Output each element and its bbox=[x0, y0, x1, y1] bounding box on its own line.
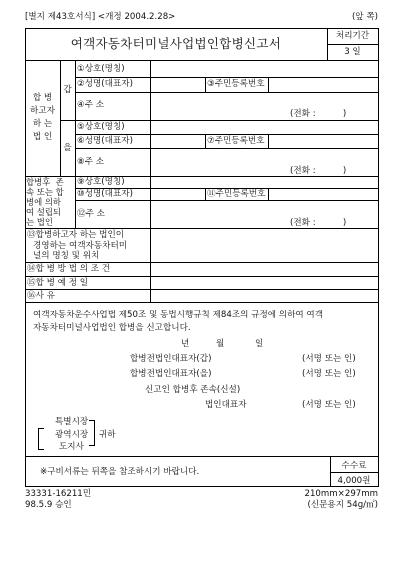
label-line: 하 는 bbox=[32, 119, 53, 129]
party-tag: 을 bbox=[63, 142, 72, 153]
reason-label: ⑯사 유 bbox=[27, 291, 55, 301]
rule bbox=[205, 188, 206, 200]
eul-address-label: ⑧주 소 bbox=[77, 157, 105, 167]
eul-name-label: ⑤상호(명칭) bbox=[77, 122, 125, 132]
right-bracket bbox=[89, 420, 95, 446]
rule bbox=[75, 60, 76, 228]
label-line: 여 설립되 bbox=[26, 207, 62, 217]
gap-rep-label: ②성명(대표자) bbox=[77, 79, 133, 89]
sign-mark: (서명 또는 인) bbox=[302, 369, 356, 379]
rule bbox=[268, 77, 269, 92]
surviving-name-label: ⑨상호(명칭) bbox=[77, 177, 125, 187]
surviving-id-label: ⑪주민등록번호 bbox=[207, 189, 266, 199]
addressee-title: 도지사 bbox=[59, 442, 84, 452]
eul-rep-label: ⑥성명(대표자) bbox=[77, 136, 133, 146]
processing-period-value: 3 일 bbox=[344, 47, 361, 57]
sign-mark: (서명 또는 인) bbox=[302, 400, 356, 410]
party-tag: 갑 bbox=[63, 84, 72, 95]
rule bbox=[205, 134, 206, 148]
label-line: 병에 의하 bbox=[26, 197, 62, 207]
applicant-label: 신고인 합병후 존속(신설) bbox=[145, 385, 241, 395]
rule bbox=[75, 77, 378, 78]
label-line: 합병후 존 bbox=[26, 177, 64, 187]
rule bbox=[25, 276, 378, 277]
rule bbox=[268, 188, 269, 200]
form-number: [별지 제43호서식] <개정 2004.2.28> bbox=[25, 12, 176, 22]
signer-rep-gap: 합병전법인대표자(갑) bbox=[130, 354, 212, 364]
rule bbox=[75, 200, 378, 201]
label-line: 합 병 bbox=[32, 93, 53, 103]
surviving-address-label: ⑫주 소 bbox=[77, 209, 105, 219]
rule bbox=[75, 92, 378, 93]
eul-id-label: ⑦주민등록번호 bbox=[207, 136, 265, 146]
rule bbox=[75, 134, 378, 135]
terminal-label-line: 경영하는 여객자동차터미 bbox=[33, 241, 128, 251]
rule bbox=[25, 262, 378, 263]
surviving-phone-label: (전화 : ) bbox=[290, 218, 347, 228]
declaration-line: 여객자동차운수사업법 제50조 및 동법시행규칙 제84조의 규정에 의하여 여객 bbox=[33, 310, 324, 320]
rule bbox=[25, 228, 378, 229]
label-line: 속 또는 합 bbox=[26, 187, 64, 197]
terminal-label-line: ⑬합병하고자 하는 법인이 bbox=[27, 230, 125, 240]
party-eul-tag bbox=[60, 120, 75, 176]
page-side: (앞 쪽) bbox=[351, 12, 378, 22]
label-line: 법 인 bbox=[32, 132, 53, 142]
addressee-title: 광역시장 bbox=[55, 430, 89, 440]
date-month: 월 bbox=[216, 339, 225, 349]
fee-value: 4,000원 bbox=[337, 476, 371, 486]
rule bbox=[25, 60, 378, 61]
form-code: 33331-16211민 bbox=[25, 489, 92, 499]
party-gap-tag bbox=[60, 60, 75, 120]
processing-period-label: 처리기간 bbox=[335, 31, 370, 41]
terminal-label-line: 널의 명칭 및 위치 bbox=[33, 251, 100, 261]
merger-conditions-label: ⑭합 병 방 법 의 조 건 bbox=[27, 264, 111, 274]
rule bbox=[327, 44, 378, 45]
rule bbox=[75, 148, 378, 149]
gap-phone-label: (전화 : ) bbox=[290, 109, 347, 119]
form-title: 여객자동차터미널사업법인합병신고서 bbox=[70, 36, 282, 51]
date-year: 년 bbox=[181, 339, 190, 349]
merger-date-label: ⑮합 병 예 정 일 bbox=[27, 278, 89, 288]
surviving-rep-label: ⑩성명(대표자) bbox=[77, 189, 133, 199]
date-day: 일 bbox=[255, 339, 264, 349]
declaration-line: 자동차터미널사업법인 합병을 신고합니다. bbox=[33, 323, 191, 333]
label-line: 는 법인 bbox=[26, 217, 53, 227]
fee-label: 수수료 bbox=[341, 461, 367, 471]
paper-type: (신문용지 54g/㎡) bbox=[307, 500, 378, 510]
rule bbox=[268, 134, 269, 148]
left-bracket bbox=[38, 428, 44, 450]
rule bbox=[150, 60, 151, 302]
gap-address-label: ④주 소 bbox=[77, 100, 105, 110]
rule bbox=[25, 289, 378, 290]
eul-phone-label: (전화 : ) bbox=[290, 166, 347, 176]
gap-name-label: ①상호(명칭) bbox=[77, 64, 125, 74]
signer-rep-eul: 합병전법인대표자(을) bbox=[130, 369, 212, 379]
surviving-corporation-label bbox=[26, 176, 74, 228]
corp-rep-label: 법인대표자 bbox=[205, 400, 247, 410]
gap-id-label: ③주민등록번호 bbox=[207, 79, 265, 89]
addressee-suffix: 귀하 bbox=[99, 430, 116, 440]
addressee-title: 특별시장 bbox=[55, 417, 89, 427]
rule bbox=[330, 472, 378, 473]
required-documents-note: ※구비서류는 뒤쪽을 참조하시기 바랍니다. bbox=[40, 467, 200, 477]
sign-mark: (서명 또는 인) bbox=[302, 354, 356, 364]
rule bbox=[25, 302, 378, 303]
approval-date: 98.5.9 승인 bbox=[25, 500, 72, 510]
paper-size: 210mm×297mm bbox=[304, 489, 378, 499]
label-line: 하고자 bbox=[30, 106, 55, 116]
rule bbox=[25, 456, 378, 457]
rule bbox=[205, 77, 206, 92]
merging-corporations-label bbox=[25, 60, 60, 176]
rule bbox=[60, 120, 378, 121]
